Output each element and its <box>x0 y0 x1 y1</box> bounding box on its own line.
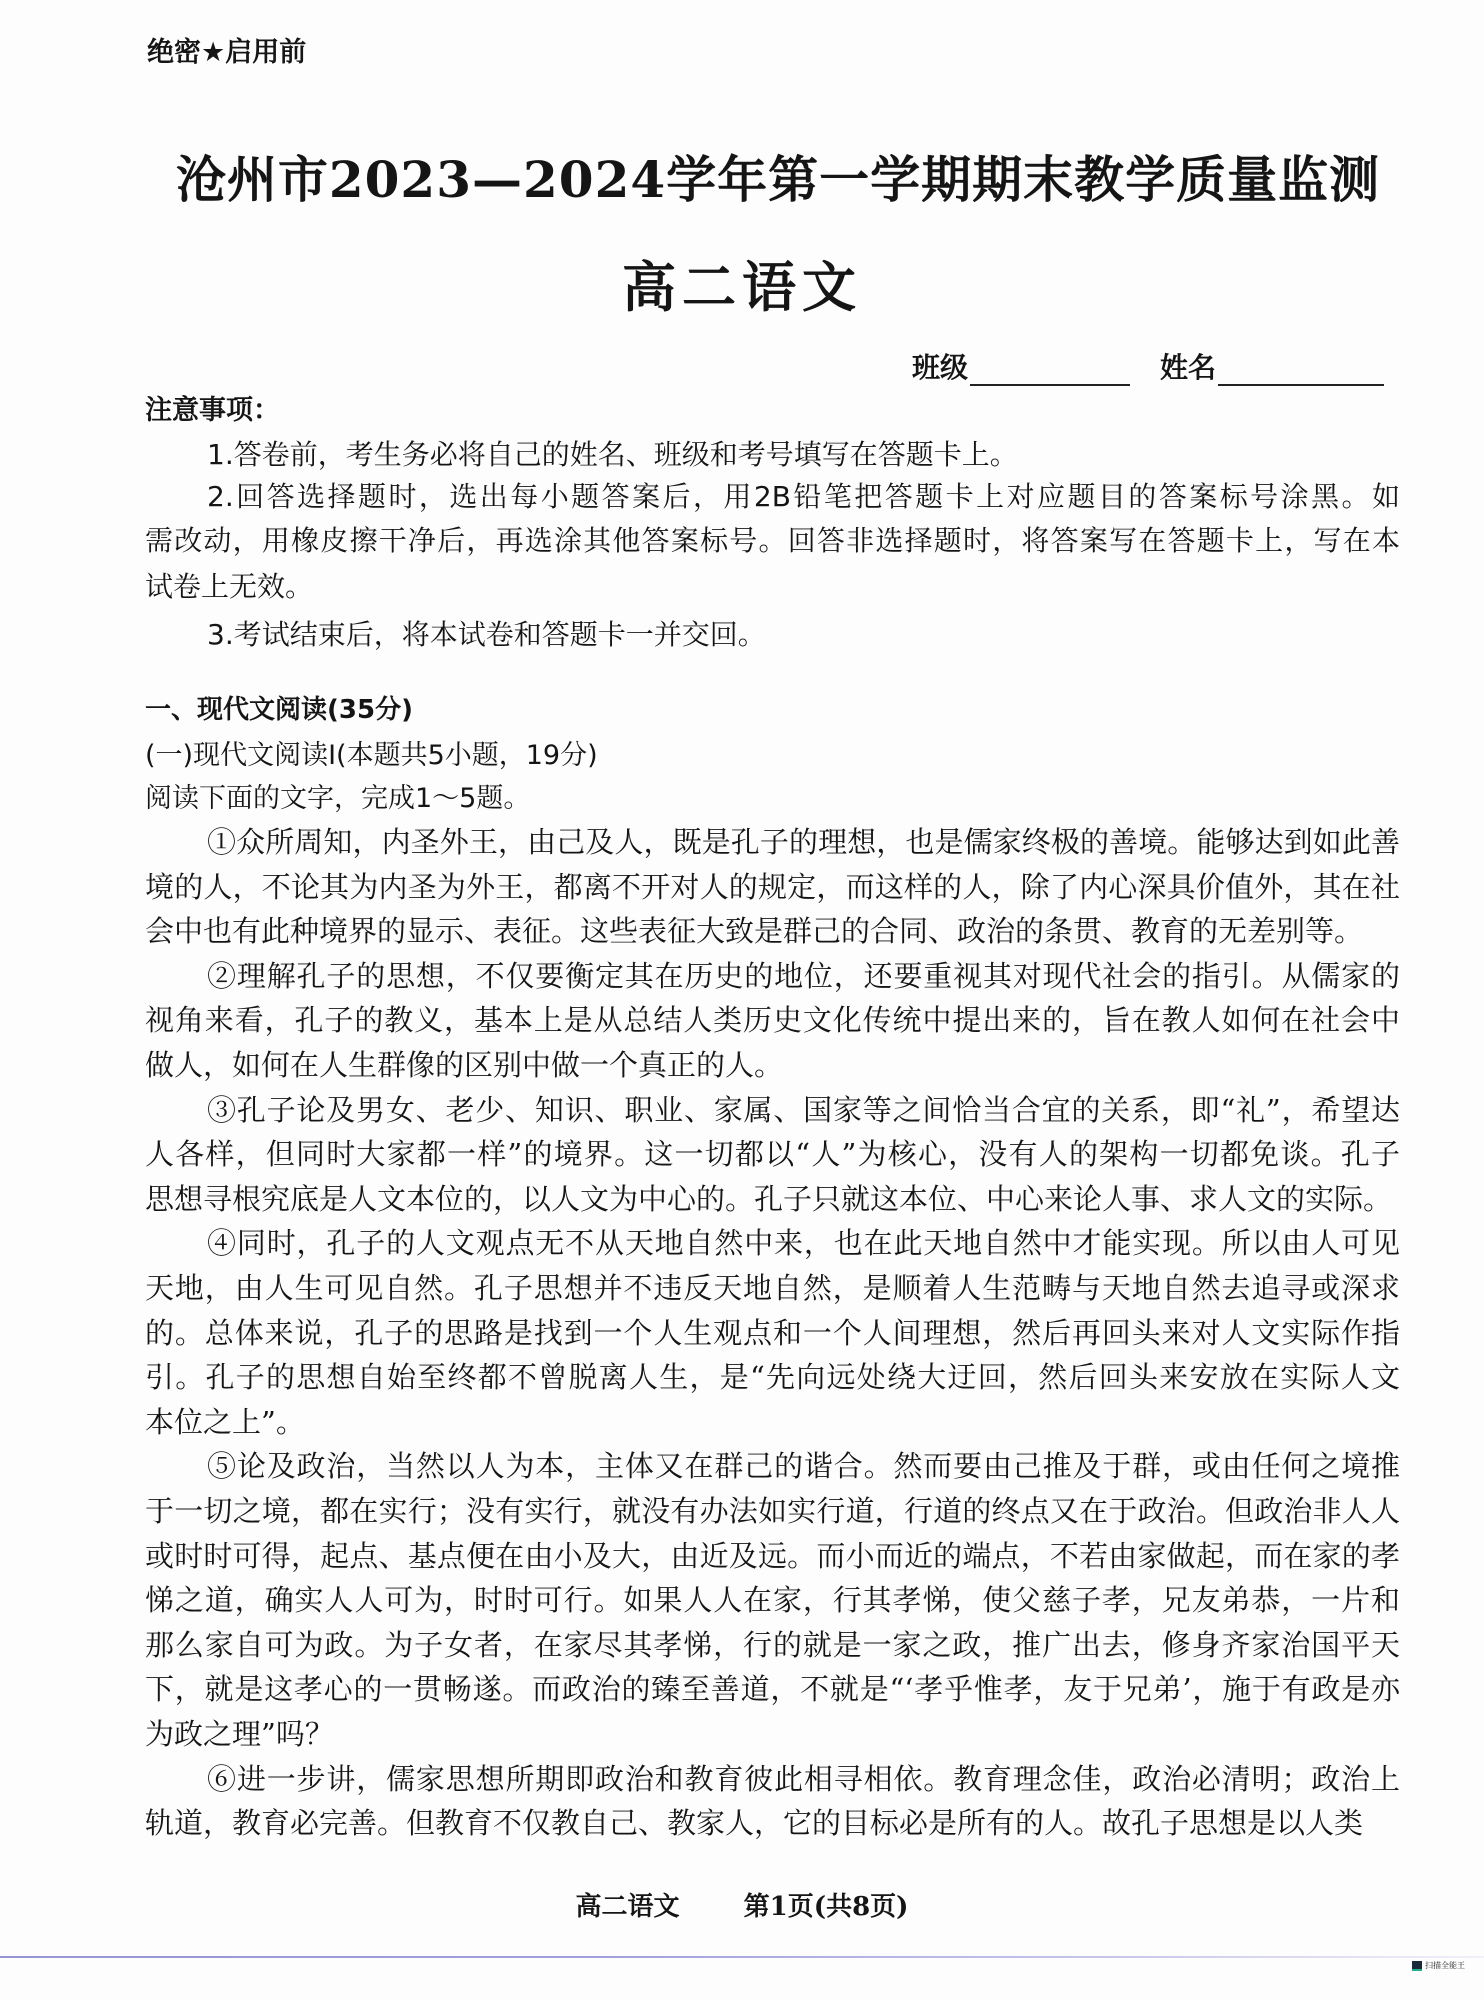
paragraph-line: 的。总体来说，孔子的思路是找到一个人生观点和一个人间理想，然后再回头来对人文实际作指 <box>145 1316 1400 1350</box>
paragraph-start-line: ④同时，孔子的人文观点无不从天地自然中来，也在此天地自然中才能实现。所以由人可见 <box>207 1226 1400 1260</box>
notice-heading: 注意事项： <box>145 395 280 426</box>
exam-title: 沧州市2023—2024学年第一学期期末教学质量监测 <box>175 150 1381 209</box>
paragraph-line: 悌之道，确实人人可为，时时可行。如果人人在家，行其孝悌，使父慈子孝，兄友弟恭，一片和 <box>145 1583 1400 1617</box>
paragraph-start-line: ③孔子论及男女、老少、知识、职业、家属、国家等之间恰当合宜的关系，即“礼”，希望达 <box>207 1093 1400 1127</box>
paragraph-start-line: ⑤论及政治，当然以人为本，主体又在群己的谐合。然而要由己推及于群，或由任何之境推 <box>207 1449 1400 1483</box>
reading-instruction: 阅读下面的文字，完成1～5题。 <box>145 783 531 814</box>
paragraph-start-line: ①众所周知，内圣外王，由己及人，既是孔子的理想，也是儒家终极的善境。能够达到如此善 <box>207 825 1400 859</box>
student-info-row <box>912 346 1384 386</box>
paragraph-line: 于一切之境，都在实行；没有实行，就没有办法如实行道，行道的终点又在于政治。但政治非人人 <box>145 1494 1400 1528</box>
confidential-mark: 绝密★启用前 <box>147 37 307 68</box>
paragraph-line: 境的人，不论其为内圣为外王，都离不开对人的规定，而这样的人，除了内心深具价值外，其在社 <box>145 870 1400 904</box>
scanner-logo-icon <box>1412 1961 1422 1971</box>
class-label: 班级 <box>912 351 969 384</box>
notice-item-2-cont: 需改动，用橡皮擦干净后，再选涂其他答案标号。回答非选择题时，将答案写在答题卡上，写在本 <box>145 524 1400 557</box>
paragraph-line: 本位之上”。 <box>145 1405 305 1439</box>
scan-edge-line <box>0 1956 1484 1958</box>
name-label: 姓名 <box>1160 351 1217 384</box>
paragraph-line: 思想寻根究底是人文本位的，以人文为中心的。孔子只就这本位、中心来论人事、求人文的实际。 <box>145 1182 1393 1216</box>
paragraph-line: 下，就是这孝心的一贯畅遂。而政治的臻至善道，不就是“‘孝乎惟孝，友于兄弟’，施于有政是亦 <box>145 1672 1400 1706</box>
footer-page-info: 第1页(共8页) <box>743 1892 909 1922</box>
paragraph-line: 人各样，但同时大家都一样”的境界。这一切都以“人”为核心，没有人的架构一切都免谈。孔子 <box>145 1137 1400 1171</box>
class-blank[interactable] <box>970 354 1130 386</box>
paragraph-line: 会中也有此种境界的显示、表征。这些表征大致是群己的合同、政治的条贯、教育的无差别等。 <box>145 914 1364 948</box>
section-heading: 一、现代文阅读(35分) <box>145 695 413 725</box>
scanner-watermark <box>1412 1960 1465 1971</box>
notice-item-2: 2.回答选择题时，选出每小题答案后，用2B铅笔把答题卡上对应题目的答案标号涂黑。如 <box>207 480 1400 513</box>
paragraph-start-line: ⑥进一步讲，儒家思想所期即政治和教育彼此相寻相依。教育理念佳，政治必清明；政治上 <box>207 1762 1400 1796</box>
notice-item-1: 1.答卷前，考生务必将自己的姓名、班级和考号填写在答题卡上。 <box>207 438 1018 471</box>
paragraph-line: 为政之理”吗？ <box>145 1717 334 1751</box>
footer-subject: 高二语文 <box>575 1892 680 1922</box>
notice-item-3: 3.考试结束后，将本试卷和答题卡一并交回。 <box>207 618 766 651</box>
paragraph-line: 或时时可得，起点、基点便在由小及大，由近及远。而小而近的端点，不若由家做起，而在家的孝 <box>145 1539 1400 1573</box>
paragraph-line: 做人，如何在人生群像的区别中做一个真正的人。 <box>145 1048 784 1082</box>
paragraph-line: 视角来看，孔子的教义，基本上是从总结人类历史文化传统中提出来的，旨在教人如何在社会中 <box>145 1003 1400 1037</box>
notice-item-2-end: 试卷上无效。 <box>145 570 314 603</box>
name-blank[interactable] <box>1218 354 1384 386</box>
section-subheading: (一)现代文阅读Ⅰ(本题共5小题，19分) <box>145 740 598 771</box>
paragraph-line: 天地，由人生可见自然。孔子思想并不违反天地自然，是顺着人生范畴与天地自然去追寻或深求 <box>145 1271 1400 1305</box>
paragraph-line: 那么家自可为政。为子女者，在家尽其孝悌，行的就是一家之政，推广出去，修身齐家治国平天 <box>145 1628 1400 1662</box>
page-footer <box>0 1886 1484 1923</box>
exam-subject: 高二语文 <box>622 256 862 319</box>
paragraph-start-line: ②理解孔子的思想，不仅要衡定其在历史的地位，还要重视其对现代社会的指引。从儒家的 <box>207 959 1400 993</box>
paragraph-line: 轨道，教育必完善。但教育不仅教自己、教家人，它的目标必是所有的人。故孔子思想是以人类 <box>145 1806 1364 1840</box>
scanner-brand: 扫描全能王 <box>1425 1961 1465 1970</box>
paragraph-line: 引。孔子的思想自始至终都不曾脱离人生，是“先向远处绕大迂回，然后回头来安放在实际人文 <box>145 1360 1400 1394</box>
